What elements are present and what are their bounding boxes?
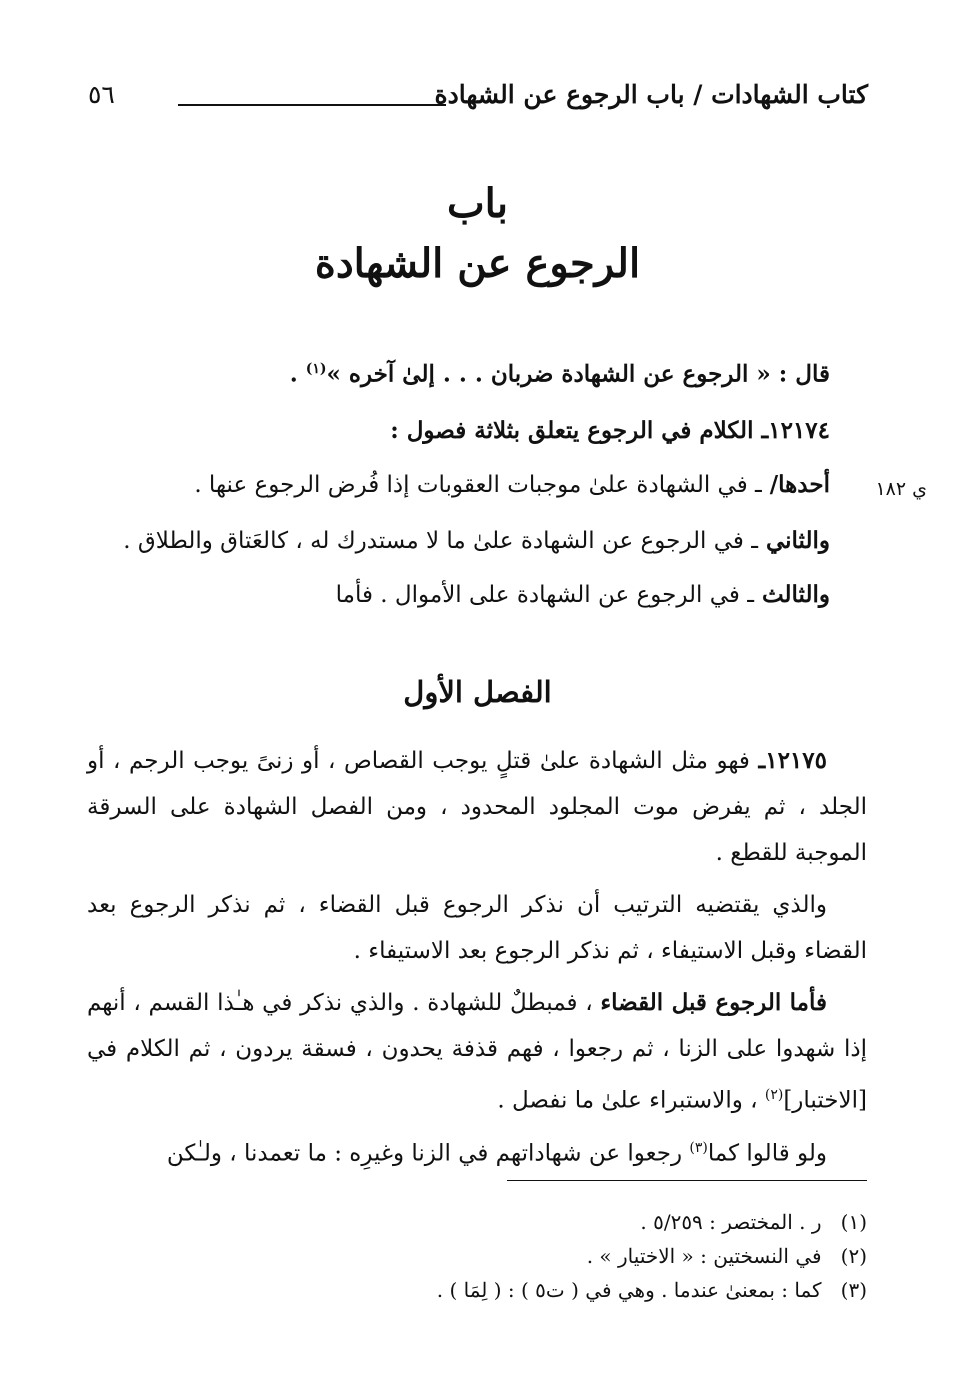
item-text: الكلام في الرجوع يتعلق بثلاثة فصول : bbox=[390, 417, 762, 444]
paragraph-text-a: ولو قالوا كما bbox=[707, 1140, 827, 1167]
division-lead: والثاني bbox=[757, 527, 830, 554]
paragraph-order bbox=[87, 882, 867, 974]
item-number: ١٢١٧٤ـ bbox=[761, 417, 830, 444]
footnote-text: في النسختين : « الاختيار » . bbox=[586, 1244, 822, 1268]
paragraph-before-judgment bbox=[87, 980, 867, 1124]
footnote-number: (٢) bbox=[840, 1244, 867, 1268]
running-header bbox=[88, 80, 868, 120]
division-text: ـ في الشهادة علىٰ موجبات العقوبات إذا فُرض الرجوع عنها . bbox=[194, 472, 762, 498]
intro-quote-end: . bbox=[289, 360, 306, 388]
footnote-text: ر . المختصر : ٥/٢٥٩ . bbox=[640, 1210, 822, 1234]
running-title: كتاب الشهادات / باب الرجوع عن الشهادة bbox=[434, 80, 868, 109]
header-rule bbox=[178, 104, 446, 106]
division-lead: والثالث bbox=[753, 581, 830, 608]
item-12174 bbox=[390, 414, 830, 448]
footnote-ref-2[interactable]: (٢) bbox=[764, 1087, 784, 1103]
division-text: ـ في الرجوع عن الشهادة علىٰ ما لا مستدرك له ، كالعَتاق والطلاق . bbox=[123, 528, 758, 554]
footnote-3 bbox=[437, 1276, 867, 1304]
footnote-rule bbox=[507, 1180, 867, 1181]
intro-quote bbox=[290, 352, 830, 392]
division-1 bbox=[194, 468, 830, 502]
division-2 bbox=[123, 524, 830, 558]
footnote-2 bbox=[587, 1242, 867, 1270]
paragraph-text: فهو مثل الشهادة علىٰ قتلٍ يوجب القصاص ، أو زنىً يوجب الرجم ، أو الجلد ، ثم يفرض موت المجلود المحدود ، ومن الفصل الشهادة على السرقة الموجبة للقطع . bbox=[87, 748, 867, 866]
footnote-ref-3[interactable]: (٣) bbox=[689, 1140, 708, 1156]
paragraph-text-b: رجعوا عن شهاداتهم في الزنا وغيرِه : ما تعمدنا ، ولـٰكن bbox=[166, 1140, 690, 1167]
paragraph-text: والذي يقتضيه الترتيب أن نذكر الرجوع قبل القضاء ، ثم نذكر الرجوع بعد القضاء وقبل الاستيفاء ، ثم نذكر الرجوع بعد الاستيفاء . bbox=[87, 892, 867, 964]
footnote-1 bbox=[640, 1208, 867, 1236]
footnote-text: كما : بمعنىٰ عندما . وهي في ( ت٥ ) : ( لِمَا ) . bbox=[436, 1278, 822, 1302]
section-title: الفصل الأول bbox=[403, 675, 552, 709]
intro-quote-text: قال : « الرجوع عن الشهادة ضربان . . . إلىٰ آخره » bbox=[326, 360, 830, 388]
paragraph-text-b: ، والاستبراء علىٰ ما نفصل . bbox=[497, 1087, 765, 1114]
margin-note: ي ١٨٢ bbox=[875, 478, 927, 500]
chapter-label: باب bbox=[447, 180, 508, 227]
division-text: ـ في الرجوع عن الشهادة على الأموال . فأما bbox=[335, 582, 754, 608]
paragraph-12175 bbox=[87, 738, 867, 876]
footnote-number: (٣) bbox=[840, 1278, 867, 1302]
page-number: ٥٦ bbox=[88, 80, 115, 109]
chapter-title: الرجوع عن الشهادة bbox=[314, 240, 641, 287]
footnote-number: (١) bbox=[840, 1210, 867, 1234]
paragraph-text-a: ، فمبطلٌ للشهادة . والذي نذكر في هـٰذا القسم ، أنهم إذا شهدوا على الزنا ، ثم رجعوا ، فهم قذفة يحدون ، فسقة يردون ، ثم الكلام في [الاختبار] bbox=[87, 990, 867, 1114]
paragraph-lead: فأما الرجوع قبل القضاء bbox=[600, 989, 827, 1016]
division-3 bbox=[336, 578, 830, 612]
item-number: ١٢١٧٥ـ bbox=[758, 747, 827, 774]
division-lead: أحدها/ bbox=[761, 471, 830, 498]
paragraph-last bbox=[87, 1125, 867, 1177]
footnote-ref-1[interactable]: (١) bbox=[305, 361, 327, 377]
